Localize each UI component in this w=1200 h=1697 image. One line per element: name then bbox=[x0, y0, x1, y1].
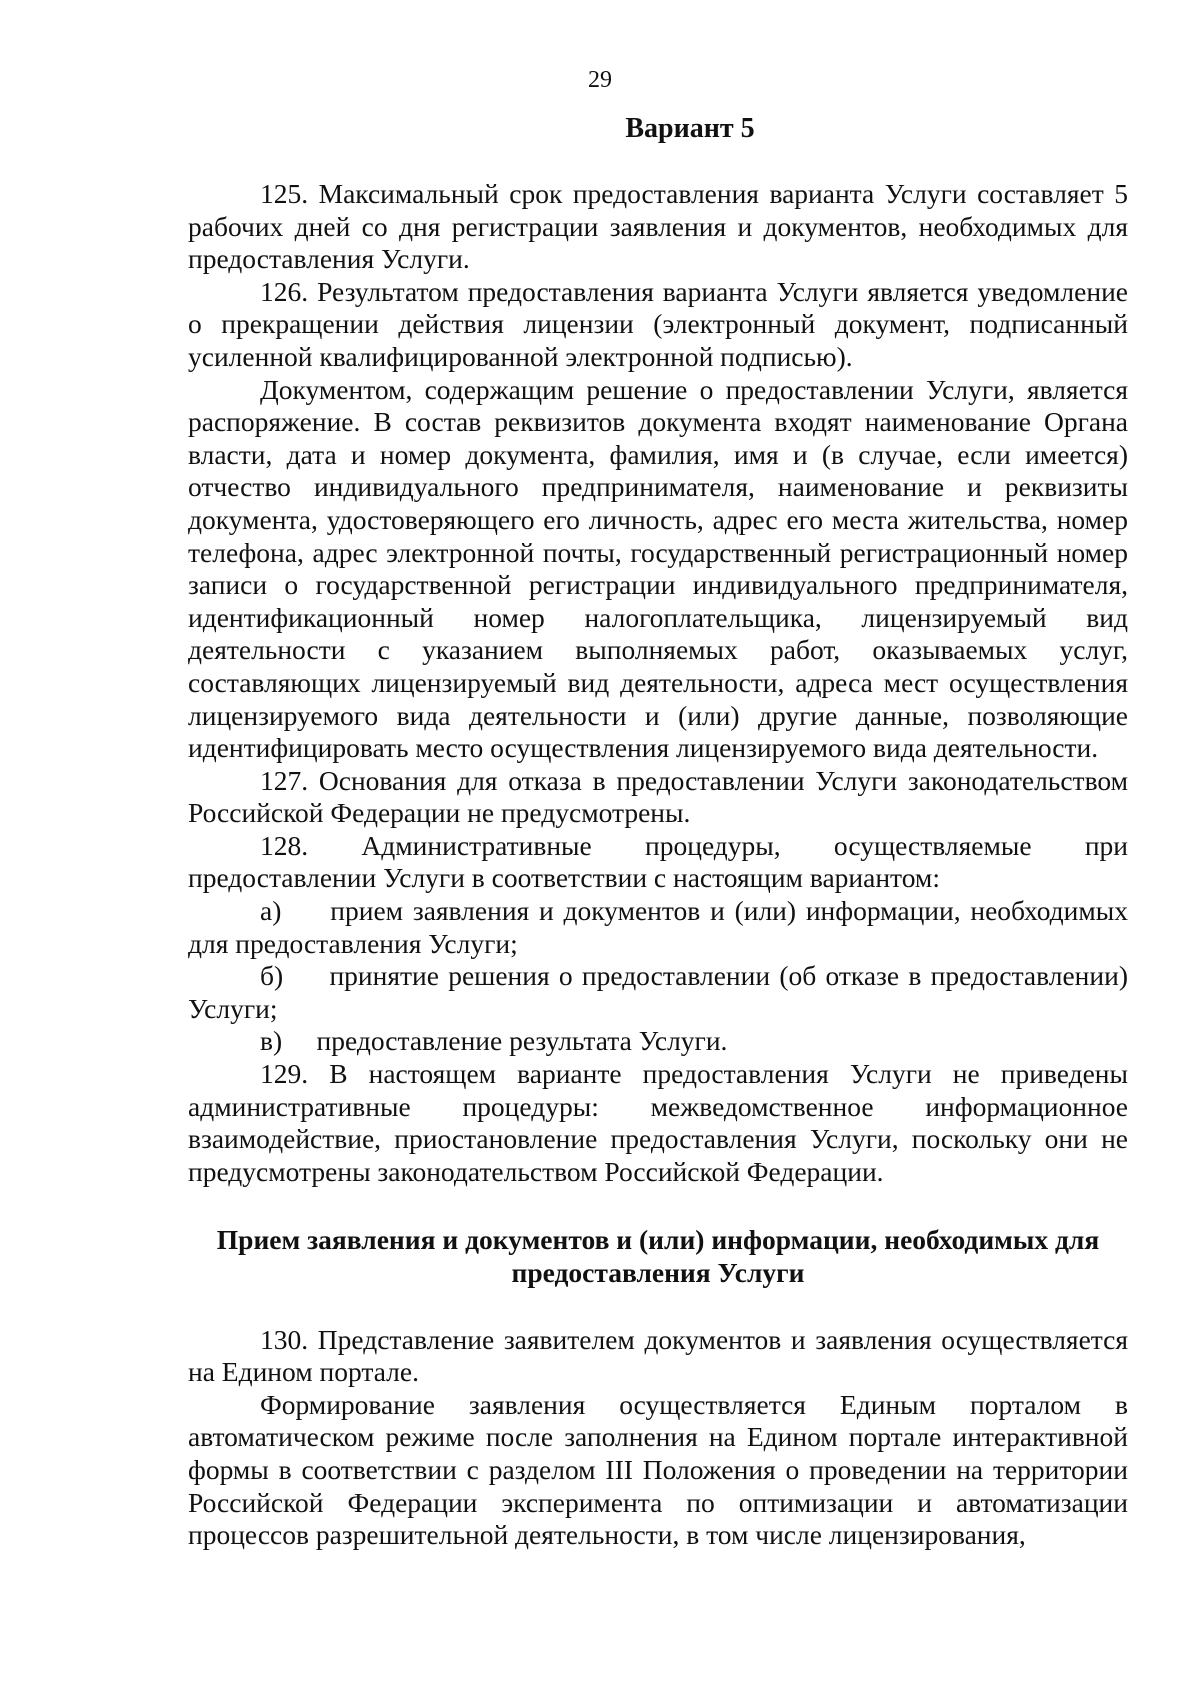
page-number: 29 bbox=[588, 67, 612, 93]
list-item-a: а) прием заявления и документов и (или) информации, необходимых для предоставления Услуги; bbox=[188, 895, 1128, 959]
paragraph-130: 130. Представление заявителем документов и заявления осуществляется на Едином портале. bbox=[188, 1323, 1128, 1388]
paragraph-form-generation: Формирование заявления осуществляется Единым порталом в автоматическом режиме после заполнения на Едином портале интерактивной формы в соответствии с разделом III Положения о проведении на территории Российской Федерации эксперимента по оптимизации и автоматизации процессов разрешительной деятельности, в том числе лицензирования, bbox=[188, 1388, 1128, 1551]
list-item-b: б) принятие решения о предоставлении (об отказе в предоставлении) Услуги; bbox=[188, 960, 1128, 1024]
subsection-heading: Прием заявления и документов и (или) информации, необходимых для предоставления Услуги bbox=[216, 1224, 1100, 1288]
section-title: Вариант 5 bbox=[625, 113, 755, 144]
paragraph-125: 125. Максимальный срок предоставления варианта Услуги составляет 5 рабочих дней со дня регистрации заявления и документов, необходимых для предоставления Услуги. bbox=[188, 178, 1128, 275]
paragraph-127: 127. Основания для отказа в предоставлении Услуги законодательством Российской Федерации не предусмотрены. bbox=[188, 764, 1128, 829]
paragraph-126: 126. Результатом предоставления варианта Услуги является уведомление о прекращении действия лицензии (электронный документ, подписанный усиленной квалифицированной электронной подписью). bbox=[188, 275, 1128, 372]
list-item-v: в) предоставление результата Услуги. bbox=[260, 1025, 728, 1057]
document-body bbox=[188, 178, 1128, 1552]
paragraph-128: 128. Административные процедуры, осуществляемые при предоставлении Услуги в соответствии с настоящим вариантом: bbox=[188, 829, 1128, 894]
paragraph-129: 129. В настоящем варианте предоставления Услуги не приведены административные процедуры: межведомственное информационное взаимодействие, приостановление предоставления Услуги, поскольку они не предусмотрены законодательством Российской Федерации. bbox=[188, 1058, 1128, 1187]
paragraph-decision-document: Документом, содержащим решение о предоставлении Услуги, является распоряжение. В состав реквизитов документа входят наименование Органа власти, дата и номер документа, фамилия, имя и (в случае, если имеется) отчество индивидуального предпринимателя, наименование и реквизиты документа, удостоверяющего его личность, адрес его места жительства, номер телефона, адрес электронной почты, государственный регистрационный номер записи о государственной регистрации индивидуального предпринимателя, идентификационный номер налогоплательщика, лицензируемый вид деятельности с указанием выполняемых работ, оказываемых услуг, составляющих лицензируемый вид деятельности, адреса мест осуществления лицензируемого вида деятельности и (или) другие данные, позволяющие идентифицировать место осуществления лицензируемого вида деятельности. bbox=[188, 373, 1128, 764]
